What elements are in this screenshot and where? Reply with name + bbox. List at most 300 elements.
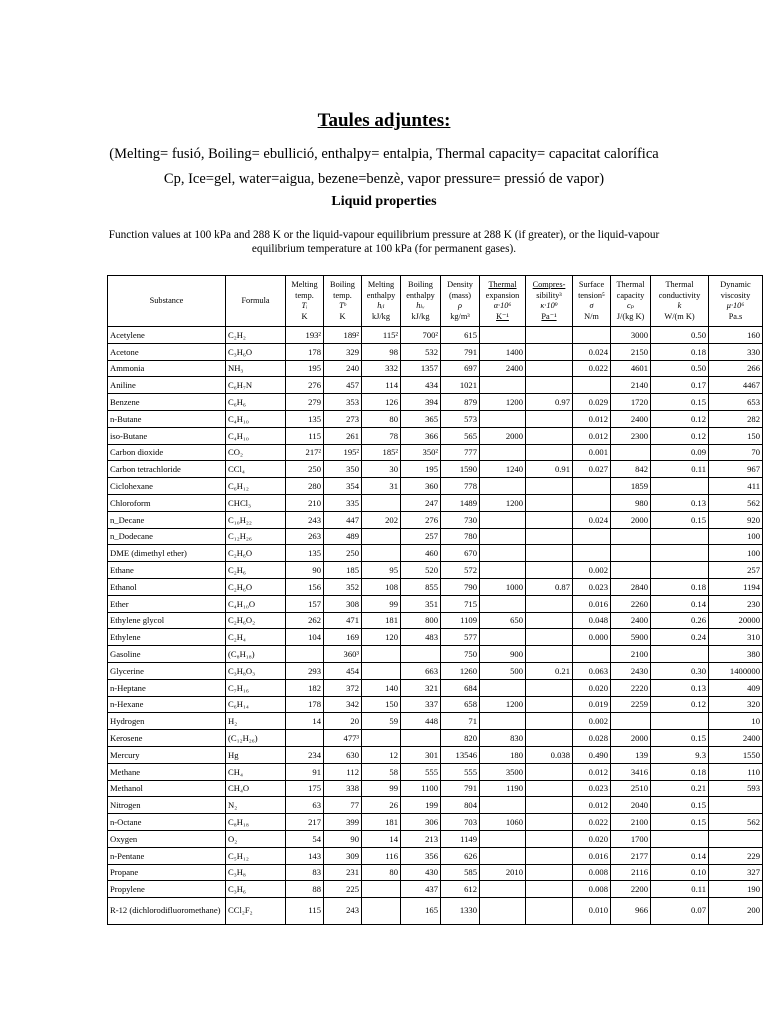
column-header-line: hₗᵥ xyxy=(416,301,425,310)
formula-cell: C₈H₁₈ xyxy=(226,814,286,831)
value-cell: 276 xyxy=(286,377,324,394)
value-cell: 14 xyxy=(362,830,401,847)
substance-cell: Gasoline xyxy=(108,646,226,663)
value-cell: 185² xyxy=(362,444,401,461)
value-cell: 1400000 xyxy=(709,662,763,679)
table-body xyxy=(108,327,763,925)
value-cell: 483 xyxy=(401,629,441,646)
column-header-line: J/(kg K) xyxy=(616,311,645,321)
value-cell xyxy=(709,830,763,847)
value-cell: 2260 xyxy=(611,595,651,612)
value-cell: 555 xyxy=(441,763,480,780)
value-cell: 2000 xyxy=(611,730,651,747)
value-cell: 351 xyxy=(401,595,441,612)
value-cell: 293 xyxy=(286,662,324,679)
column-header-line: Tᵇ xyxy=(339,301,346,310)
substance-cell: n-Heptane xyxy=(108,679,226,696)
value-cell: 573 xyxy=(441,410,480,427)
value-cell: 380 xyxy=(709,646,763,663)
value-cell xyxy=(651,545,709,562)
value-cell: 1700 xyxy=(611,830,651,847)
value-cell xyxy=(480,713,526,730)
value-cell xyxy=(573,646,611,663)
value-cell: 0.15 xyxy=(651,394,709,411)
column-header-line: Boiling xyxy=(408,280,433,289)
table-row xyxy=(108,881,763,898)
value-cell: 2100 xyxy=(611,814,651,831)
formula-cell: H₂ xyxy=(226,713,286,730)
formula-cell: C₄H₁₀O xyxy=(226,595,286,612)
value-cell: 1330 xyxy=(441,898,480,925)
value-cell: 1149 xyxy=(441,830,480,847)
value-cell: 2150 xyxy=(611,343,651,360)
value-cell xyxy=(526,360,573,377)
value-cell: 0.027 xyxy=(573,461,611,478)
value-cell: 790 xyxy=(441,578,480,595)
value-cell xyxy=(526,327,573,344)
formula-cell: C₁₂H₂₆ xyxy=(226,528,286,545)
value-cell xyxy=(480,847,526,864)
value-cell xyxy=(526,830,573,847)
value-cell xyxy=(611,444,651,461)
column-header-line: Melting xyxy=(367,280,395,289)
value-cell: 0.002 xyxy=(573,562,611,579)
value-cell: 200 xyxy=(709,898,763,925)
table-row xyxy=(108,696,763,713)
column-header xyxy=(611,276,651,327)
value-cell: 0.07 xyxy=(651,898,709,925)
substance-cell: Aniline xyxy=(108,377,226,394)
substance-cell: DME (dimethyl ether) xyxy=(108,545,226,562)
substance-cell: Methane xyxy=(108,763,226,780)
column-header-line: enthalpy xyxy=(406,290,435,300)
value-cell: 966 xyxy=(611,898,651,925)
substance-cell: Ciclohexane xyxy=(108,478,226,495)
value-cell: 0.490 xyxy=(573,746,611,763)
value-cell: 2300 xyxy=(611,427,651,444)
value-cell: 250 xyxy=(286,461,324,478)
value-cell: 0.024 xyxy=(573,511,611,528)
value-cell: 337 xyxy=(401,696,441,713)
value-cell xyxy=(526,797,573,814)
column-header-line: kg/m³ xyxy=(450,311,470,321)
value-cell: 115 xyxy=(286,427,324,444)
value-cell: 247 xyxy=(401,494,441,511)
substance-cell: iso-Butane xyxy=(108,427,226,444)
value-cell: 2400 xyxy=(611,410,651,427)
value-cell: 471 xyxy=(324,612,362,629)
formula-cell: C₄H₁₀ xyxy=(226,427,286,444)
value-cell xyxy=(480,478,526,495)
value-cell: 804 xyxy=(441,797,480,814)
column-header-line: expansion xyxy=(485,290,520,300)
value-cell: 703 xyxy=(441,814,480,831)
substance-cell: Glycerine xyxy=(108,662,226,679)
formula-cell: O₂ xyxy=(226,830,286,847)
value-cell: 185 xyxy=(324,562,362,579)
value-cell: 791 xyxy=(441,343,480,360)
value-cell xyxy=(611,713,651,730)
value-cell xyxy=(480,898,526,925)
table-row xyxy=(108,797,763,814)
value-cell: 0.97 xyxy=(526,394,573,411)
table-row xyxy=(108,612,763,629)
value-cell: 1021 xyxy=(441,377,480,394)
value-cell: 0.012 xyxy=(573,427,611,444)
column-header xyxy=(226,276,286,327)
value-cell: 10 xyxy=(709,713,763,730)
substance-cell: Methanol xyxy=(108,780,226,797)
column-header xyxy=(401,276,441,327)
value-cell xyxy=(611,562,651,579)
value-cell: 301 xyxy=(401,746,441,763)
formula-cell: C₆H₆ xyxy=(226,394,286,411)
value-cell: 0.063 xyxy=(573,662,611,679)
column-header-line: N/m xyxy=(584,311,599,321)
value-cell: 157 xyxy=(286,595,324,612)
value-cell: 2400 xyxy=(611,612,651,629)
value-cell: 229 xyxy=(709,847,763,864)
table-row xyxy=(108,394,763,411)
formula-cell: CCl₄ xyxy=(226,461,286,478)
value-cell: 180 xyxy=(480,746,526,763)
table-row xyxy=(108,679,763,696)
value-cell xyxy=(526,763,573,780)
value-cell xyxy=(526,646,573,663)
substance-cell: Acetone xyxy=(108,343,226,360)
value-cell: 0.020 xyxy=(573,830,611,847)
value-cell: 900 xyxy=(480,646,526,663)
formula-cell: C₆H₁₂ xyxy=(226,478,286,495)
column-header-line: viscosity xyxy=(720,290,751,300)
formula-cell: N₂ xyxy=(226,797,286,814)
value-cell: 855 xyxy=(401,578,441,595)
value-cell xyxy=(480,545,526,562)
value-cell xyxy=(480,629,526,646)
formula-cell: C₄H₁₀ xyxy=(226,410,286,427)
value-cell xyxy=(526,864,573,881)
value-cell: 830 xyxy=(480,730,526,747)
value-cell xyxy=(526,444,573,461)
value-cell: 114 xyxy=(362,377,401,394)
value-cell: 658 xyxy=(441,696,480,713)
column-header-line: temp. xyxy=(333,290,352,300)
value-cell: 0.21 xyxy=(651,780,709,797)
value-cell: 2510 xyxy=(611,780,651,797)
value-cell xyxy=(526,696,573,713)
value-cell: 572 xyxy=(441,562,480,579)
value-cell xyxy=(362,528,401,545)
value-cell xyxy=(526,528,573,545)
value-cell: 0.001 xyxy=(573,444,611,461)
value-cell xyxy=(480,444,526,461)
column-header-line: α·10⁶ xyxy=(493,301,512,310)
substance-cell: Propylene xyxy=(108,881,226,898)
value-cell: 2840 xyxy=(611,578,651,595)
value-cell: 12 xyxy=(362,746,401,763)
value-cell: 0.18 xyxy=(651,763,709,780)
value-cell: 3000 xyxy=(611,327,651,344)
value-cell: 1260 xyxy=(441,662,480,679)
value-cell: 308 xyxy=(324,595,362,612)
value-cell xyxy=(480,881,526,898)
value-cell xyxy=(573,327,611,344)
column-header-line: W/(m K) xyxy=(664,311,695,321)
value-cell: 20000 xyxy=(709,612,763,629)
column-header-line: Boiling xyxy=(330,280,355,289)
value-cell xyxy=(480,679,526,696)
value-cell xyxy=(480,511,526,528)
value-cell: 354 xyxy=(324,478,362,495)
column-header-line: K xyxy=(339,311,346,321)
value-cell xyxy=(362,898,401,925)
value-cell: 99 xyxy=(362,780,401,797)
substance-cell: Ethylene xyxy=(108,629,226,646)
value-cell: 2000 xyxy=(611,511,651,528)
value-cell: 437 xyxy=(401,881,441,898)
value-cell: 1489 xyxy=(441,494,480,511)
table-row xyxy=(108,327,763,344)
value-cell: 310 xyxy=(709,629,763,646)
value-cell: 399 xyxy=(324,814,362,831)
value-cell xyxy=(526,730,573,747)
value-cell xyxy=(651,713,709,730)
table-row xyxy=(108,595,763,612)
value-cell xyxy=(573,528,611,545)
value-cell: 195 xyxy=(286,360,324,377)
value-cell: 409 xyxy=(709,679,763,696)
value-cell: 650 xyxy=(480,612,526,629)
value-cell: 13546 xyxy=(441,746,480,763)
value-cell xyxy=(480,528,526,545)
formula-cell: CO₂ xyxy=(226,444,286,461)
value-cell: 585 xyxy=(441,864,480,881)
substance-cell: Nitrogen xyxy=(108,797,226,814)
value-cell: 0.000 xyxy=(573,629,611,646)
value-cell: 0.18 xyxy=(651,343,709,360)
column-header-line: σ xyxy=(589,301,594,310)
substance-cell: Chloroform xyxy=(108,494,226,511)
column-header-line: temp. xyxy=(295,290,314,300)
value-cell: 80 xyxy=(362,864,401,881)
column-header xyxy=(651,276,709,327)
value-cell: 562 xyxy=(709,814,763,831)
value-cell: 577 xyxy=(441,629,480,646)
column-header xyxy=(108,276,226,327)
value-cell: 234 xyxy=(286,746,324,763)
value-cell xyxy=(651,646,709,663)
value-cell: 0.26 xyxy=(651,612,709,629)
formula-cell: NH₃ xyxy=(226,360,286,377)
formula-cell: C₃H₆ xyxy=(226,881,286,898)
value-cell xyxy=(526,881,573,898)
value-cell: 257 xyxy=(709,562,763,579)
value-cell: 460 xyxy=(401,545,441,562)
formula-cell: C₃H₈O₃ xyxy=(226,662,286,679)
value-cell: 0.11 xyxy=(651,461,709,478)
substance-cell: n-Butane xyxy=(108,410,226,427)
substance-cell: Carbon tetrachloride xyxy=(108,461,226,478)
value-cell: 88 xyxy=(286,881,324,898)
conditions-note: Function values at 100 kPa and 288 K or the liquid-vapour equilibrium pressure at 288 K (if greater), or the liquid-vapour equilibrium temperature at 100 kPa (for permanent gases). xyxy=(108,229,660,255)
value-cell: 0.012 xyxy=(573,763,611,780)
value-cell: 181 xyxy=(362,612,401,629)
value-cell: 189² xyxy=(324,327,362,344)
value-cell xyxy=(480,595,526,612)
value-cell xyxy=(526,562,573,579)
column-header-line: (mass) xyxy=(448,290,472,300)
column-header-line: ρ xyxy=(458,301,462,310)
value-cell: 500 xyxy=(480,662,526,679)
value-cell: 175 xyxy=(286,780,324,797)
value-cell: 243 xyxy=(324,898,362,925)
value-cell xyxy=(362,662,401,679)
value-cell: 2177 xyxy=(611,847,651,864)
column-header-line: kJ/kg xyxy=(372,311,390,321)
formula-cell: C₂H₂ xyxy=(226,327,286,344)
liquid-properties-table xyxy=(107,275,763,925)
value-cell: 0.11 xyxy=(651,881,709,898)
value-cell: 1190 xyxy=(480,780,526,797)
value-cell: 842 xyxy=(611,461,651,478)
column-header-line: K⁻¹ xyxy=(496,311,509,321)
formula-cell: CH₄ xyxy=(226,763,286,780)
value-cell: 0.023 xyxy=(573,780,611,797)
value-cell xyxy=(362,494,401,511)
value-cell: 520 xyxy=(401,562,441,579)
value-cell xyxy=(526,713,573,730)
value-cell: 342 xyxy=(324,696,362,713)
value-cell: 0.12 xyxy=(651,410,709,427)
value-cell xyxy=(286,646,324,663)
value-cell: 1194 xyxy=(709,578,763,595)
value-cell: 178 xyxy=(286,343,324,360)
value-cell: 178 xyxy=(286,696,324,713)
substance-cell: Acetylene xyxy=(108,327,226,344)
value-cell: 2116 xyxy=(611,864,651,881)
value-cell: 0.21 xyxy=(526,662,573,679)
value-cell: 0.012 xyxy=(573,410,611,427)
table-row xyxy=(108,461,763,478)
value-cell: 0.30 xyxy=(651,662,709,679)
value-cell xyxy=(286,730,324,747)
value-cell: 20 xyxy=(324,713,362,730)
value-cell: 562 xyxy=(709,494,763,511)
value-cell xyxy=(573,494,611,511)
table-row xyxy=(108,730,763,747)
value-cell: 0.13 xyxy=(651,494,709,511)
value-cell: 199 xyxy=(401,797,441,814)
value-cell: 2000 xyxy=(480,427,526,444)
value-cell: 663 xyxy=(401,662,441,679)
value-cell: 190 xyxy=(709,881,763,898)
column-header-line: Pa⁻¹ xyxy=(541,311,557,321)
value-cell: 2040 xyxy=(611,797,651,814)
column-header xyxy=(526,276,573,327)
value-cell: 250 xyxy=(324,545,362,562)
value-cell xyxy=(651,562,709,579)
formula-cell: CCl₂F₂ xyxy=(226,898,286,925)
value-cell: 2220 xyxy=(611,679,651,696)
value-cell: 1200 xyxy=(480,696,526,713)
value-cell: 243 xyxy=(286,511,324,528)
value-cell: 1720 xyxy=(611,394,651,411)
value-cell: 0.029 xyxy=(573,394,611,411)
value-cell: 14 xyxy=(286,713,324,730)
value-cell xyxy=(526,612,573,629)
column-header-line: conductivity xyxy=(658,290,701,300)
value-cell xyxy=(573,478,611,495)
column-header xyxy=(441,276,480,327)
value-cell: 0.024 xyxy=(573,343,611,360)
value-cell: 104 xyxy=(286,629,324,646)
table-header-row xyxy=(108,276,763,327)
value-cell: 126 xyxy=(362,394,401,411)
value-cell: 0.038 xyxy=(526,746,573,763)
value-cell: 820 xyxy=(441,730,480,747)
value-cell: 750 xyxy=(441,646,480,663)
value-cell: 165 xyxy=(401,898,441,925)
value-cell: 321 xyxy=(401,679,441,696)
value-cell: 360³ xyxy=(324,646,362,663)
formula-cell: C₁₀H₂₂ xyxy=(226,511,286,528)
value-cell: 0.13 xyxy=(651,679,709,696)
value-cell: 195² xyxy=(324,444,362,461)
column-header-line: Surface xyxy=(578,280,605,289)
value-cell: 630 xyxy=(324,746,362,763)
substance-cell: Hydrogen xyxy=(108,713,226,730)
value-cell: 565 xyxy=(441,427,480,444)
value-cell: 489 xyxy=(324,528,362,545)
value-cell: 309 xyxy=(324,847,362,864)
value-cell: 282 xyxy=(709,410,763,427)
value-cell: 54 xyxy=(286,830,324,847)
value-cell: 365 xyxy=(401,410,441,427)
value-cell: 2400 xyxy=(709,730,763,747)
column-header-line: Melting xyxy=(291,280,318,289)
value-cell: 31 xyxy=(362,478,401,495)
value-cell xyxy=(526,629,573,646)
value-cell xyxy=(362,545,401,562)
column-header-line: Dynamic xyxy=(720,280,751,289)
value-cell xyxy=(362,646,401,663)
table-row xyxy=(108,494,763,511)
value-cell: 0.016 xyxy=(573,595,611,612)
value-cell: 372 xyxy=(324,679,362,696)
value-cell xyxy=(651,830,709,847)
substance-cell: n-Pentane xyxy=(108,847,226,864)
table-row xyxy=(108,511,763,528)
value-cell: 684 xyxy=(441,679,480,696)
formula-cell: CH₄O xyxy=(226,780,286,797)
column-header xyxy=(286,276,324,327)
value-cell xyxy=(480,797,526,814)
column-header-line: kJ/kg xyxy=(411,311,430,321)
value-cell: 63 xyxy=(286,797,324,814)
value-cell: 135 xyxy=(286,545,324,562)
value-cell: 532 xyxy=(401,343,441,360)
value-cell: 0.012 xyxy=(573,797,611,814)
value-cell xyxy=(526,780,573,797)
value-cell: 730 xyxy=(441,511,480,528)
translation-note: (Melting= fusió, Boiling= ebullició, enthalpy= entalpia, Thermal capacity= capacitat calorífica Cp, Ice=gel, water=aigua, bezene=benzè, vapor pressure= pressió de vapor) xyxy=(109,146,659,187)
substance-cell: n_Decane xyxy=(108,511,226,528)
value-cell: 58 xyxy=(362,763,401,780)
value-cell: 182 xyxy=(286,679,324,696)
table-row xyxy=(108,780,763,797)
value-cell: 115 xyxy=(286,898,324,925)
value-cell xyxy=(526,427,573,444)
